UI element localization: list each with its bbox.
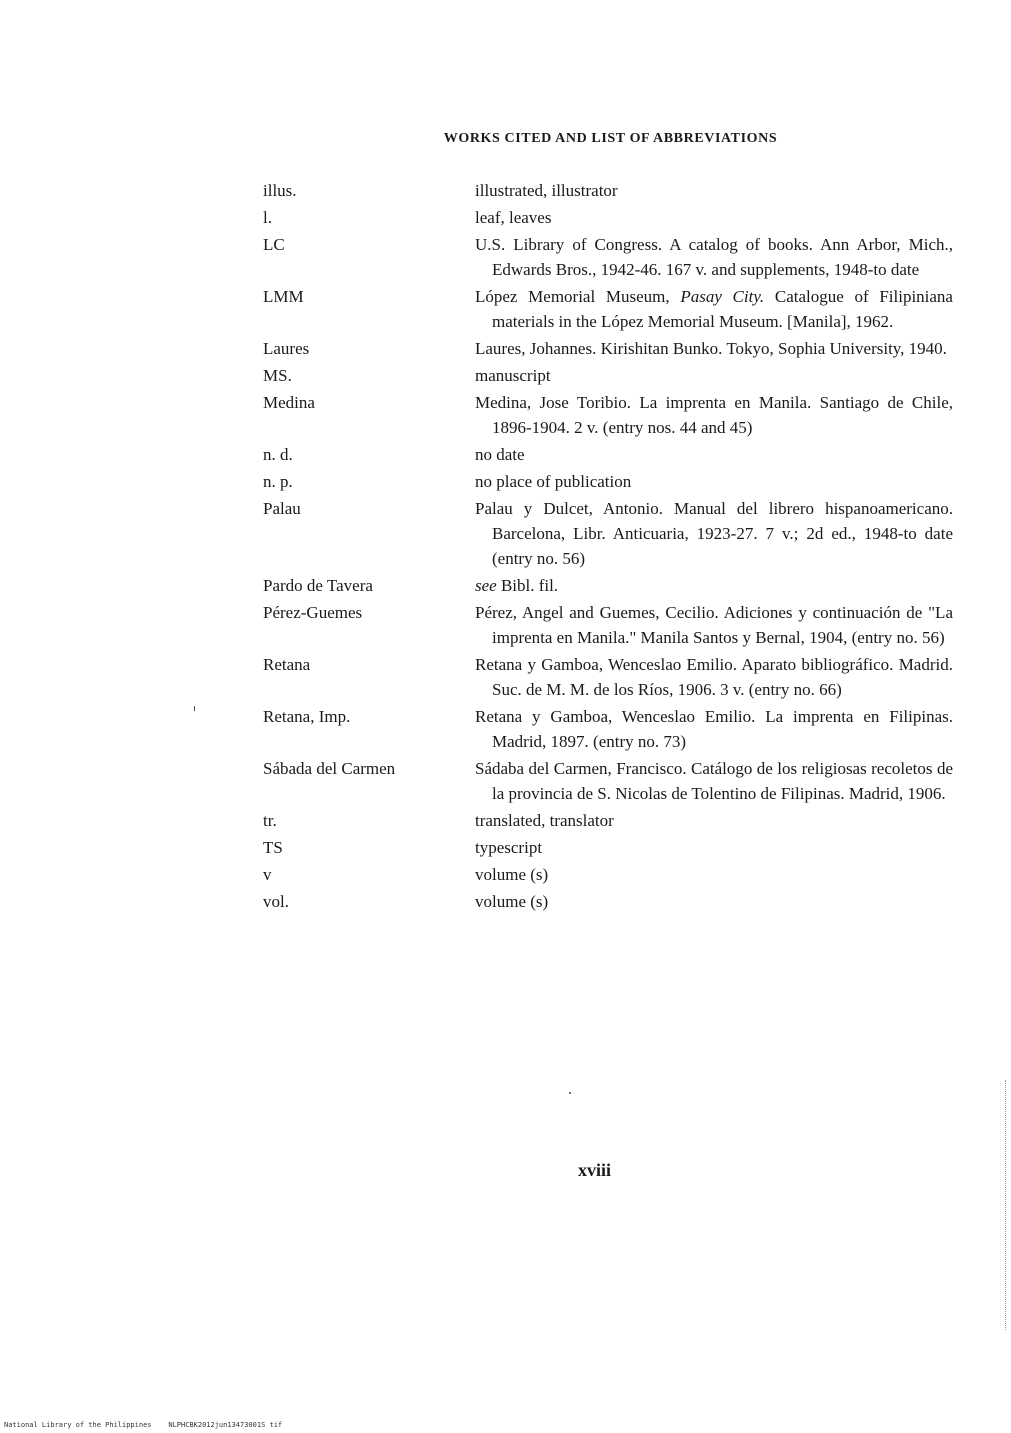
abbreviation-definition: Sádaba del Carmen, Francisco. Catálogo de los religiosas recoletos de la provincia de S. Nicolas de Tolentino de Filipinas. Madrid, 1906. bbox=[475, 759, 953, 803]
abbreviation-definition: typescript bbox=[475, 838, 543, 857]
definition-text: López Memorial Museum, bbox=[475, 287, 681, 306]
abbreviation-term: illus. bbox=[263, 181, 297, 200]
abbreviation-definition: leaf, leaves bbox=[475, 208, 552, 227]
scan-speck bbox=[194, 706, 195, 711]
abbreviation-term: Medina bbox=[263, 393, 315, 412]
abbreviation-list bbox=[263, 178, 953, 916]
list-item bbox=[263, 442, 953, 467]
abbreviation-definition: manuscript bbox=[475, 366, 551, 385]
abbreviation-definition: Palau y Dulcet, Antonio. Manual del librero hispanoamericano. Barcelona, Libr. Anticuaria, 1923-27. 7 v.; 2d ed., 1948-to date (entry no. 56) bbox=[475, 499, 953, 568]
abbreviation-term: n. p. bbox=[263, 472, 293, 491]
list-item bbox=[263, 336, 953, 361]
abbreviation-definition: translated, translator bbox=[475, 811, 614, 830]
abbreviation-term: vol. bbox=[263, 892, 289, 911]
list-item bbox=[263, 363, 953, 388]
abbreviation-term: Retana bbox=[263, 655, 311, 674]
abbreviation-definition: Pérez, Angel and Guemes, Cecilio. Adiciones y continuación de "La imprenta en Manila." Manila Santos y Bernal, 1904, (entry no. 56) bbox=[475, 603, 953, 647]
list-item bbox=[263, 573, 953, 598]
list-item bbox=[263, 889, 953, 914]
list-item bbox=[263, 284, 953, 334]
abbreviation-definition bbox=[475, 573, 953, 598]
abbreviation-term: Sábada del Carmen bbox=[263, 759, 396, 778]
abbreviation-definition: Medina, Jose Toribio. La imprenta en Manila. Santiago de Chile, 1896-1904. 2 v. (entry nos. 44 and 45) bbox=[475, 393, 953, 437]
abbreviation-term: Pardo de Tavera bbox=[263, 576, 373, 595]
abbreviation-definition: illustrated, illustrator bbox=[475, 181, 618, 200]
scan-edge-line bbox=[1005, 1080, 1006, 1330]
abbreviation-definition: Retana y Gamboa, Wenceslao Emilio. Aparato bibliográfico. Madrid. Suc. de M. M. de los Ríos, 1906. 3 v. (entry no. 66) bbox=[475, 655, 953, 699]
abbreviation-term: MS. bbox=[263, 366, 292, 385]
abbreviation-term: Pérez-Guemes bbox=[263, 603, 363, 622]
list-item bbox=[263, 835, 953, 860]
list-item bbox=[263, 704, 953, 754]
definition-italic-text: see bbox=[475, 576, 497, 595]
page-number: xviii bbox=[578, 1160, 612, 1180]
list-item bbox=[263, 469, 953, 494]
abbreviation-term: l. bbox=[263, 208, 272, 227]
list-item bbox=[263, 756, 953, 806]
abbreviation-term: LMM bbox=[263, 287, 304, 306]
list-item bbox=[263, 652, 953, 702]
abbreviation-definition bbox=[475, 284, 953, 334]
abbreviation-term: TS bbox=[263, 838, 283, 857]
abbreviation-definition: Retana y Gamboa, Wenceslao Emilio. La imprenta en Filipinas. Madrid, 1897. (entry no. 73) bbox=[475, 707, 953, 751]
abbreviation-definition: Laures, Johannes. Kirishitan Bunko. Tokyo, Sophia University, 1940. bbox=[475, 339, 947, 358]
abbreviation-term: v bbox=[263, 865, 272, 884]
list-item bbox=[263, 205, 953, 230]
definition-italic-text: Pasay City. bbox=[680, 287, 765, 306]
abbreviation-definition: no date bbox=[475, 445, 525, 464]
list-item bbox=[263, 496, 953, 571]
abbreviation-term: LC bbox=[263, 235, 285, 254]
definition-text: Bibl. fil. bbox=[496, 576, 559, 595]
abbreviation-term: tr. bbox=[263, 811, 277, 830]
scan-speck bbox=[569, 1092, 571, 1094]
abbreviation-definition: no place of publication bbox=[475, 472, 632, 491]
abbreviation-term: Palau bbox=[263, 499, 301, 518]
list-item bbox=[263, 862, 953, 887]
abbreviation-definition: volume (s) bbox=[475, 892, 549, 911]
scan-footer-label: National Library of the Philippines NLPHCBK2012jun13473001S tif bbox=[4, 1421, 283, 1429]
list-item bbox=[263, 390, 953, 440]
abbreviation-term: Retana, Imp. bbox=[263, 707, 351, 726]
abbreviation-term: Laures bbox=[263, 339, 310, 358]
list-item bbox=[263, 178, 953, 203]
abbreviation-definition: U.S. Library of Congress. A catalog of books. Ann Arbor, Mich., Edwards Bros., 1942-46. 167 v. and supplements, 1948-to date bbox=[475, 235, 953, 279]
abbreviation-term: n. d. bbox=[263, 445, 293, 464]
list-item bbox=[263, 600, 953, 650]
abbreviation-definition: volume (s) bbox=[475, 865, 549, 884]
page-title: WORKS CITED AND LIST OF ABBREVIATIONS bbox=[443, 131, 778, 146]
list-item bbox=[263, 808, 953, 833]
definition-text: Catalogue of Filipiniana materials in the López Memorial Museum. [Manila], 1962. bbox=[492, 287, 953, 331]
list-item bbox=[263, 232, 953, 282]
